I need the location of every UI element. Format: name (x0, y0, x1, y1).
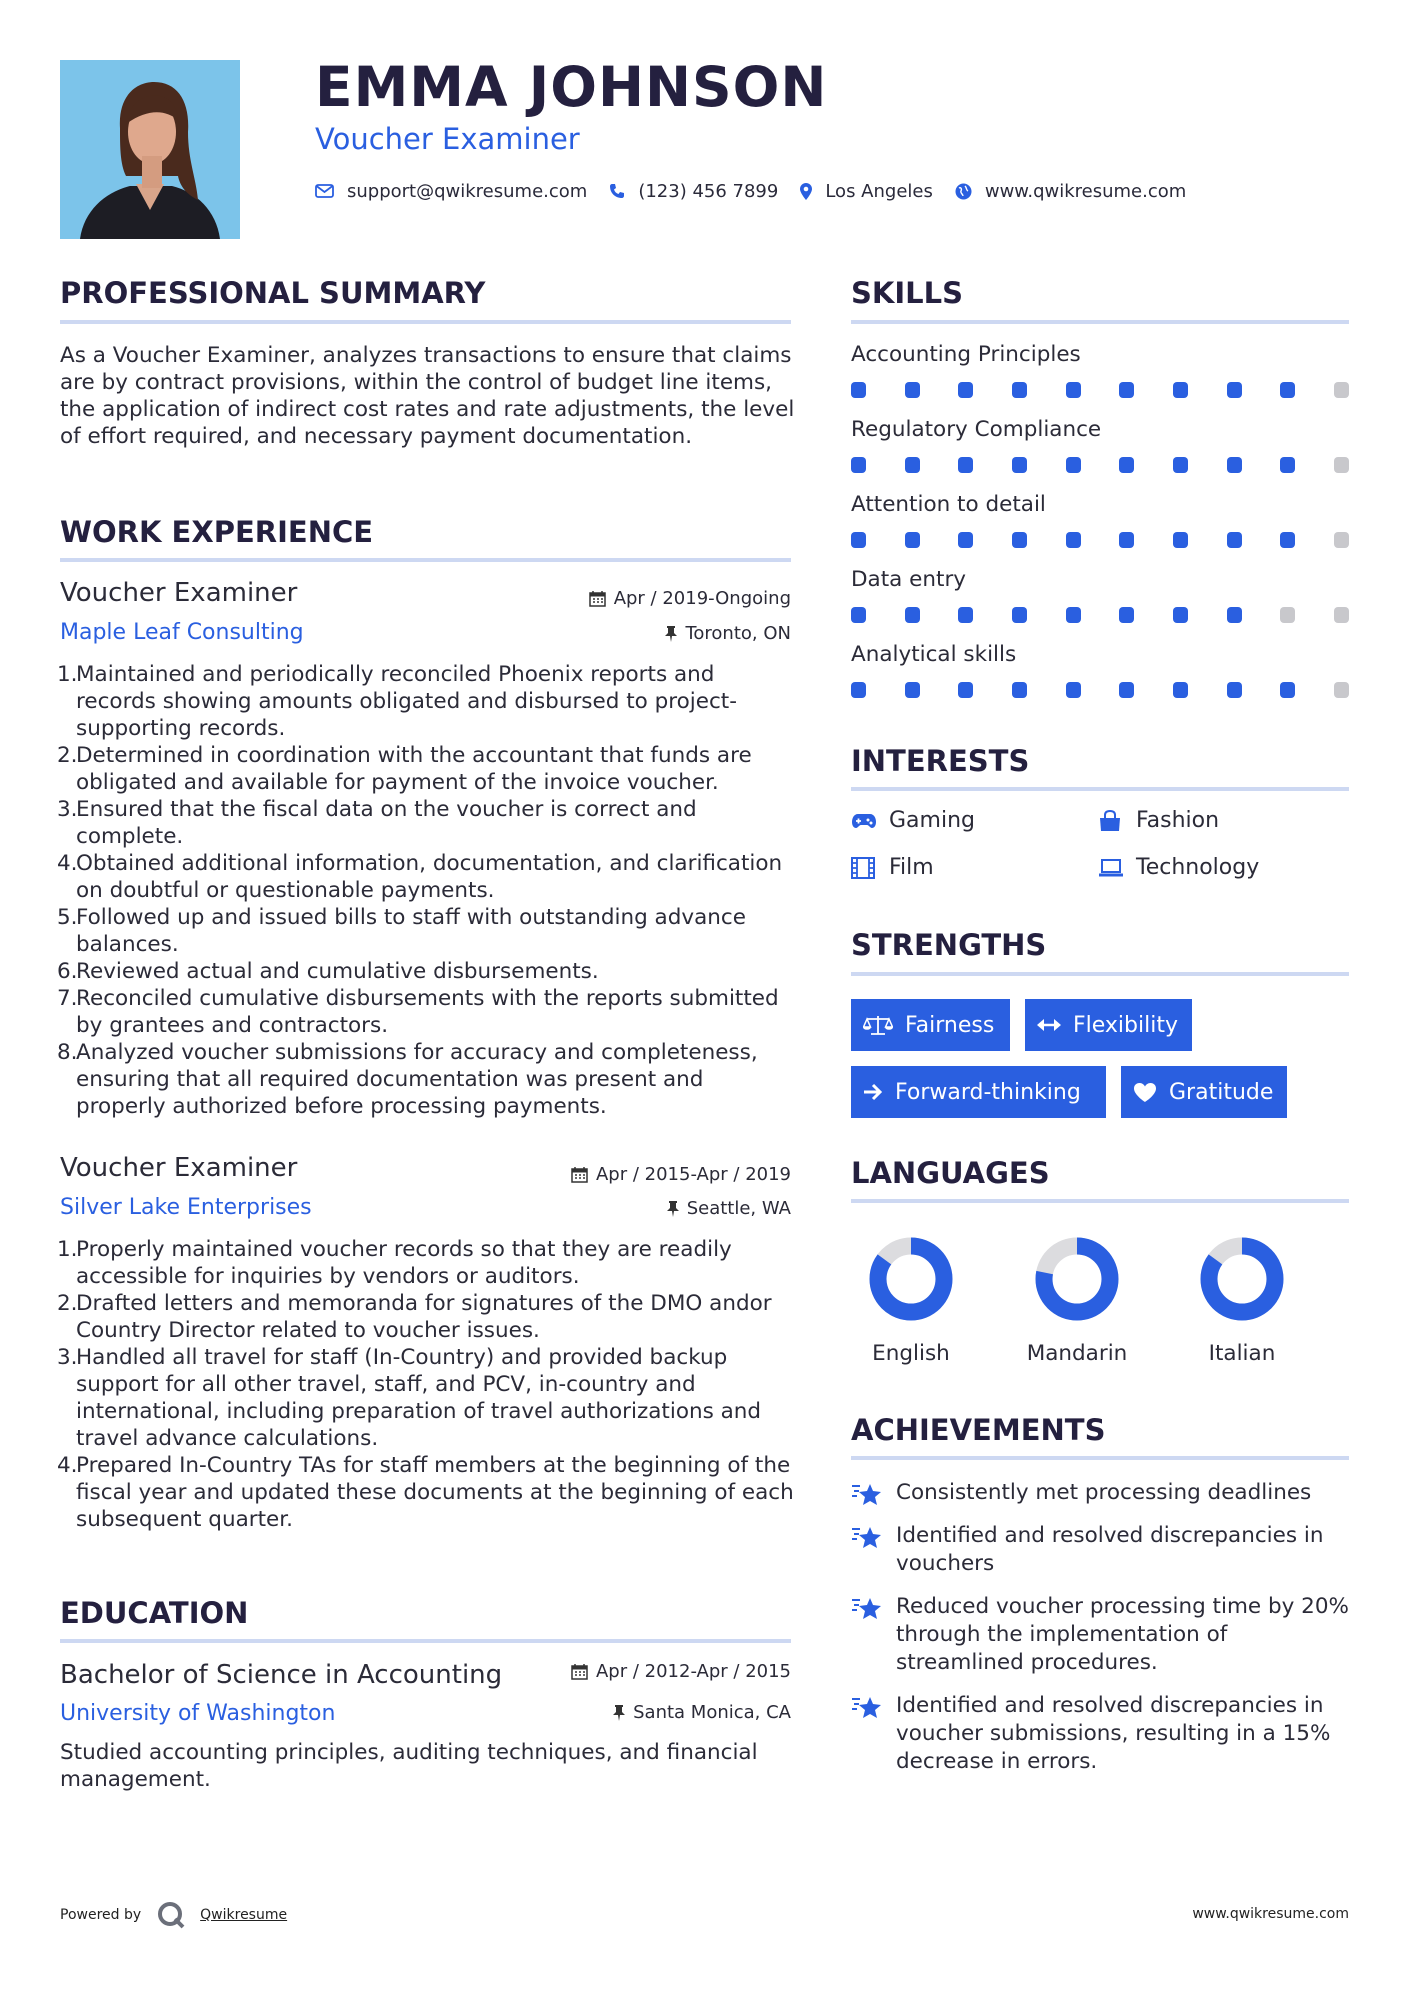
education-location (613, 1702, 791, 1723)
contact-phone-text: (123) 456 7899 (638, 180, 779, 202)
summary-text: As a Voucher Examiner, analyzes transactions to ensure that claims are by contract provisions, within the control of budget line items, the application of indirect cost rates and rate adjustments, the level of effort required, and necessary payment documentation. (60, 343, 795, 449)
candidate-name: EMMA JOHNSON (315, 55, 828, 119)
skill-dot-filled (1066, 457, 1081, 473)
contact-email-text: support@qwikresume.com (347, 180, 588, 202)
skill-dot-filled (1012, 532, 1027, 548)
interest-item (1098, 855, 1259, 880)
map-pin-icon (800, 183, 812, 200)
strength-badge (851, 999, 1010, 1051)
skill-dot-filled (1012, 607, 1027, 623)
skills-divider (851, 320, 1349, 324)
language-proficiency-chart (1034, 1236, 1120, 1322)
skill-dot-filled (1066, 682, 1081, 698)
job-location (667, 1198, 791, 1219)
shooting-star-icon (851, 1479, 896, 1512)
profile-photo (60, 60, 240, 239)
job-company: Maple Leaf Consulting (60, 620, 304, 645)
skill-dot-filled (1227, 682, 1242, 698)
interests-divider (851, 787, 1349, 791)
strength-badge (1025, 999, 1192, 1051)
skill-dot-filled (958, 532, 973, 548)
achievements-heading: ACHIEVEMENTS (851, 1413, 1106, 1447)
contact-bar (315, 178, 1208, 204)
skills-heading: SKILLS (851, 276, 963, 310)
job-location-text: Seattle, WA (686, 1198, 791, 1219)
achievement-item (851, 1692, 1361, 1776)
school-name: University of Washington (60, 1701, 336, 1726)
pushpin-icon (665, 626, 677, 642)
achievement-text: Reduced voucher processing time by 20% through the implementation of streamlined procedures. (896, 1594, 1349, 1675)
shopping-bag-icon (1098, 810, 1125, 832)
job-bullet: 2. Determined in coordination with the accountant that funds are obligated and available for payment of the invoice voucher. (57, 743, 752, 795)
education-heading: EDUCATION (60, 1596, 249, 1630)
calendar-icon (589, 590, 606, 607)
skill-dot-filled (1227, 457, 1242, 473)
skill-rating (851, 532, 1349, 548)
skill-name: Data entry (851, 567, 967, 592)
interest-label: Film (889, 855, 934, 880)
skill-rating (851, 457, 1349, 473)
strength-label: Flexibility (1073, 1012, 1178, 1038)
language-proficiency-chart (868, 1236, 954, 1322)
strengths-heading: STRENGTHS (851, 928, 1047, 962)
contact-email[interactable] (315, 181, 587, 202)
languages-heading: LANGUAGES (851, 1156, 1050, 1190)
job-title: Voucher Examiner (60, 578, 298, 608)
job-location-text: Toronto, ON (685, 623, 791, 644)
pushpin-icon (667, 1201, 679, 1217)
skill-dot-filled (905, 607, 920, 623)
contact-website-text: www.qwikresume.com (984, 180, 1187, 202)
education-description: Studied accounting principles, auditing techniques, and financial management. (60, 1740, 758, 1792)
skill-rating (851, 382, 1349, 398)
skill-dot-filled (851, 532, 866, 548)
skill-dot-empty (1334, 382, 1349, 398)
shooting-star-icon (851, 1593, 896, 1677)
skill-dot-filled (851, 457, 866, 473)
job-dates-text: Apr / 2019-Ongoing (613, 588, 791, 609)
interest-item (851, 855, 934, 880)
laptop-icon (1098, 859, 1125, 877)
arrow-right-icon (863, 1083, 883, 1101)
skill-dot-filled (1119, 457, 1134, 473)
achievement-text: Consistently met processing deadlines (896, 1480, 1312, 1505)
summary-divider (60, 320, 791, 324)
strengths-divider (851, 972, 1349, 976)
degree-title: Bachelor of Science in Accounting (60, 1660, 503, 1690)
calendar-icon (571, 1663, 588, 1680)
skill-rating (851, 607, 1349, 623)
job-bullet: 6. Reviewed actual and cumulative disbursements. (57, 959, 599, 984)
strength-label: Gratitude (1169, 1079, 1274, 1105)
balance-scale-icon (863, 1014, 893, 1036)
job-bullet: 1. Maintained and periodically reconciled Phoenix reports and records showing amounts obligated and disbursed to project-supporting records. (57, 662, 737, 741)
skill-dot-filled (1227, 382, 1242, 398)
job-dates-text: Apr / 2015-Apr / 2019 (595, 1164, 791, 1185)
job-title: Voucher Examiner (60, 1153, 298, 1183)
job-bullet: 2. Drafted letters and memoranda for signatures of the DMO andor Country Director related to voucher issues. (57, 1291, 772, 1343)
education-dates (571, 1661, 791, 1682)
skill-dot-filled (1012, 457, 1027, 473)
contact-location-text: Los Angeles (825, 180, 933, 202)
skill-dot-empty (1334, 682, 1349, 698)
skill-dot-filled (1280, 532, 1295, 548)
skill-dot-filled (1173, 382, 1188, 398)
achievement-text: Identified and resolved discrepancies in vouchers (896, 1523, 1324, 1576)
skill-dot-filled (905, 532, 920, 548)
skill-dot-filled (958, 607, 973, 623)
education-location-text: Santa Monica, CA (633, 1702, 791, 1723)
education-dates-text: Apr / 2012-Apr / 2015 (595, 1661, 791, 1682)
skill-dot-filled (1119, 382, 1134, 398)
skill-dot-filled (1066, 532, 1081, 548)
candidate-title: Voucher Examiner (315, 122, 580, 156)
job-bullet: 3. Ensured that the fiscal data on the voucher is correct and complete. (57, 797, 697, 849)
skill-dot-filled (1066, 607, 1081, 623)
language-name: Mandarin (1026, 1341, 1128, 1366)
skill-dot-filled (1173, 532, 1188, 548)
strength-label: Fairness (905, 1012, 995, 1038)
interest-label: Fashion (1136, 808, 1220, 833)
contact-location (800, 181, 933, 202)
language-name: English (872, 1341, 950, 1366)
qwikresume-link[interactable]: Qwikresume (200, 1907, 288, 1923)
skill-name: Accounting Principles (851, 342, 1081, 367)
skill-dot-filled (1119, 607, 1134, 623)
interest-item (851, 808, 975, 833)
achievement-item (851, 1479, 1361, 1512)
job-bullet: 7. Reconciled cumulative disbursements with the reports submitted by grantees and contractors. (57, 986, 779, 1038)
skill-dot-filled (905, 382, 920, 398)
skill-dot-filled (1119, 532, 1134, 548)
strength-label: Forward-thinking (895, 1079, 1081, 1105)
skill-dot-filled (905, 457, 920, 473)
job-bullet: 4. Prepared In-Country TAs for staff members at the beginning of the fiscal year and updated these documents at the beginning of each subsequent quarter. (57, 1453, 794, 1532)
arrows-horizontal-icon (1037, 1018, 1061, 1032)
interest-label: Technology (1136, 855, 1260, 880)
strength-badge (851, 1066, 1106, 1118)
achievement-item (851, 1593, 1361, 1677)
experience-heading: WORK EXPERIENCE (60, 515, 374, 549)
skill-dot-empty (1280, 607, 1295, 623)
skill-dot-filled (1012, 382, 1027, 398)
skill-dot-filled (851, 382, 866, 398)
skill-dot-filled (1280, 382, 1295, 398)
heart-icon (1133, 1082, 1157, 1103)
interest-label: Gaming (889, 808, 975, 833)
gamepad-icon (851, 813, 878, 829)
skill-dot-filled (1066, 382, 1081, 398)
qwikresume-logo-icon (156, 1900, 186, 1930)
skill-dot-filled (1173, 607, 1188, 623)
job-bullets (58, 661, 796, 1120)
job-dates (589, 588, 791, 609)
skill-name: Attention to detail (851, 492, 1046, 517)
achievement-item (851, 1522, 1361, 1578)
skill-dot-filled (851, 607, 866, 623)
interest-item (1098, 808, 1219, 833)
summary-heading: PROFESSIONAL SUMMARY (60, 276, 486, 310)
shooting-star-icon (851, 1692, 896, 1776)
job-bullets (58, 1236, 796, 1533)
skill-dot-filled (1012, 682, 1027, 698)
job-bullet: 5. Followed up and issued bills to staff with outstanding advance balances. (57, 905, 746, 957)
interests-heading: INTERESTS (851, 744, 1030, 778)
languages-divider (851, 1199, 1349, 1203)
achievement-text: Identified and resolved discrepancies in voucher submissions, resulting in a 15% decrease in errors. (896, 1693, 1331, 1774)
footer-powered-by (60, 1900, 287, 1930)
calendar-icon (571, 1166, 588, 1183)
job-company: Silver Lake Enterprises (60, 1195, 312, 1220)
film-icon (851, 857, 878, 879)
job-bullet: 3. Handled all travel for staff (In-Country) and provided backup support for all other travel, staff, and PCV, in-country and international, including preparation of travel authorizations and travel advance calculations. (57, 1345, 762, 1451)
pushpin-icon (613, 1705, 625, 1721)
job-location (665, 623, 791, 644)
skill-dot-filled (958, 457, 973, 473)
contact-website[interactable] (955, 181, 1186, 202)
skill-dot-filled (905, 682, 920, 698)
powered-by-label: Powered by (60, 1907, 142, 1923)
skill-dot-filled (1173, 682, 1188, 698)
envelope-icon (315, 184, 334, 198)
job-bullet: 4. Obtained additional information, documentation, and clarification on doubtful or questionable payments. (57, 851, 783, 903)
skill-dot-empty (1334, 607, 1349, 623)
skill-dot-empty (1334, 457, 1349, 473)
skill-dot-filled (1280, 682, 1295, 698)
strength-badge (1121, 1066, 1287, 1118)
skill-dot-filled (1119, 682, 1134, 698)
achievements-divider (851, 1456, 1349, 1460)
contact-phone[interactable] (609, 181, 778, 202)
skill-dot-filled (1227, 607, 1242, 623)
skill-dot-filled (1280, 457, 1295, 473)
job-dates (571, 1164, 791, 1185)
skill-name: Analytical skills (851, 642, 1017, 667)
skill-rating (851, 682, 1349, 698)
skill-dot-empty (1334, 532, 1349, 548)
skill-dot-filled (1227, 532, 1242, 548)
shooting-star-icon (851, 1522, 896, 1578)
education-divider (60, 1639, 791, 1643)
skill-dot-filled (958, 382, 973, 398)
globe-icon (955, 183, 972, 200)
job-bullet: 1. Properly maintained voucher records so that they are readily accessible for inquiries by vendors or auditors. (57, 1237, 732, 1289)
skill-dot-filled (851, 682, 866, 698)
skill-dot-filled (1173, 457, 1188, 473)
footer-url[interactable]: www.qwikresume.com (1192, 1906, 1349, 1922)
phone-icon (609, 183, 625, 199)
experience-divider (60, 558, 791, 562)
language-name: Italian (1208, 1341, 1276, 1366)
skill-name: Regulatory Compliance (851, 417, 1102, 442)
job-bullet: 8. Analyzed voucher submissions for accuracy and completeness, ensuring that all required documentation was present and properly authorized before processing payments. (57, 1040, 758, 1119)
skill-dot-filled (958, 682, 973, 698)
language-proficiency-chart (1199, 1236, 1285, 1322)
